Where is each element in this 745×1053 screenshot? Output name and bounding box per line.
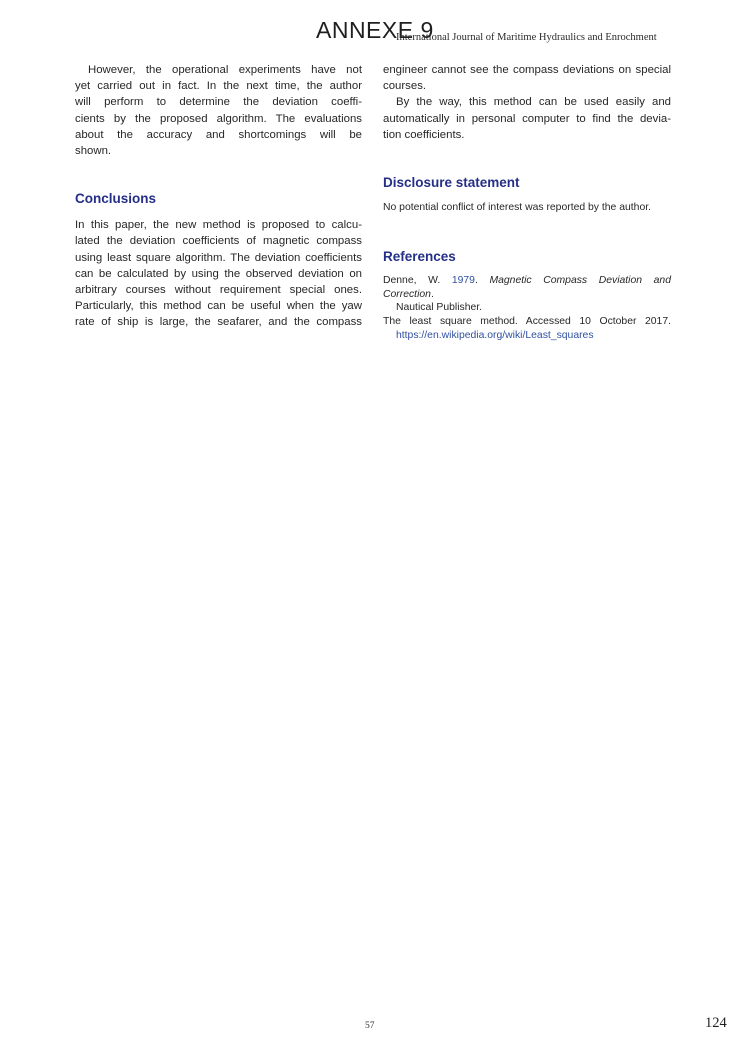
disclosure-heading: Disclosure statement <box>383 175 520 191</box>
text-line <box>75 266 362 282</box>
text-line <box>383 111 671 127</box>
text: using least square algorithm. The deviation coefficients <box>75 251 362 264</box>
text: In this paper, the new method is proposed to calcu- <box>75 219 362 232</box>
text: By the way, this method can be used easily and <box>396 96 671 109</box>
text: tion coefficients. <box>383 128 465 141</box>
text: Nautical Publisher. <box>396 302 483 314</box>
text: However, the operational experiments have not <box>88 64 362 76</box>
text: rate of ship is large, the seafarer, and the compass <box>75 316 362 329</box>
text: arbitrary courses without requirement special ones. <box>75 284 362 297</box>
journal-name: International Journal of Maritime Hydraulics and Enrochment <box>396 32 657 43</box>
paragraph <box>383 62 671 94</box>
reference-sep: . <box>474 274 490 286</box>
text: can be calculated by using the observed deviation on <box>75 267 362 280</box>
paragraph <box>75 217 362 330</box>
text-line <box>383 329 671 343</box>
text: automatically in personal computer to find the devia- <box>383 112 671 125</box>
references-list <box>383 274 671 343</box>
text-line <box>75 217 362 233</box>
text-line <box>75 282 362 298</box>
text-line <box>383 62 671 78</box>
text-line <box>75 78 362 94</box>
reference-author: Denne, W. <box>383 274 452 286</box>
text-line <box>383 301 671 315</box>
paragraph <box>75 62 362 159</box>
text: engineer cannot see the compass deviations on special <box>383 64 671 76</box>
right-column <box>383 62 671 343</box>
text-line <box>75 111 362 127</box>
text: courses. <box>383 80 427 93</box>
reference-title: Magnetic Compass Deviation and Correction <box>383 274 671 300</box>
references-heading: References <box>383 248 456 264</box>
text: shown. <box>75 145 112 158</box>
reference-sep: . <box>430 288 434 300</box>
text-line <box>383 94 671 110</box>
text: cients by the proposed algorithm. The evaluations <box>75 112 362 125</box>
annexe-title: ANNEXE 9 <box>316 17 434 43</box>
conclusions-heading: Conclusions <box>75 191 157 207</box>
text-line <box>75 250 362 266</box>
text-line <box>75 233 362 249</box>
text: lated the deviation coefficients of magnetic compass <box>75 235 362 248</box>
text-line <box>75 94 362 110</box>
text-line <box>75 298 362 314</box>
text: yet carried out in fact. In the next time, the author <box>75 80 362 93</box>
page-number-footer: 57 <box>365 1021 375 1031</box>
left-column <box>75 62 362 331</box>
text-line <box>383 315 671 329</box>
text: about the accuracy and shortcomings will be <box>75 128 362 141</box>
text-line <box>383 127 671 143</box>
disclosure-text: No potential conflict of interest was reported by the author. <box>383 202 651 214</box>
text: will perform to determine the deviation coeffi- <box>75 96 362 109</box>
text-line <box>75 127 362 143</box>
text-line <box>383 274 671 302</box>
reference-url-link[interactable]: https://en.wikipedia.org/wiki/Least_squares <box>396 330 594 341</box>
text: The least square method. Accessed 10 October 2017. <box>383 316 671 328</box>
text-line <box>75 62 362 78</box>
text-line <box>75 143 362 159</box>
paragraph <box>383 94 671 143</box>
text-line <box>383 78 671 94</box>
text: Particularly, this method can be useful when the yaw <box>75 300 362 313</box>
page-number-corner: 124 <box>705 1015 727 1031</box>
text-line <box>75 314 362 330</box>
reference-year-link[interactable]: 1979 <box>451 274 475 286</box>
